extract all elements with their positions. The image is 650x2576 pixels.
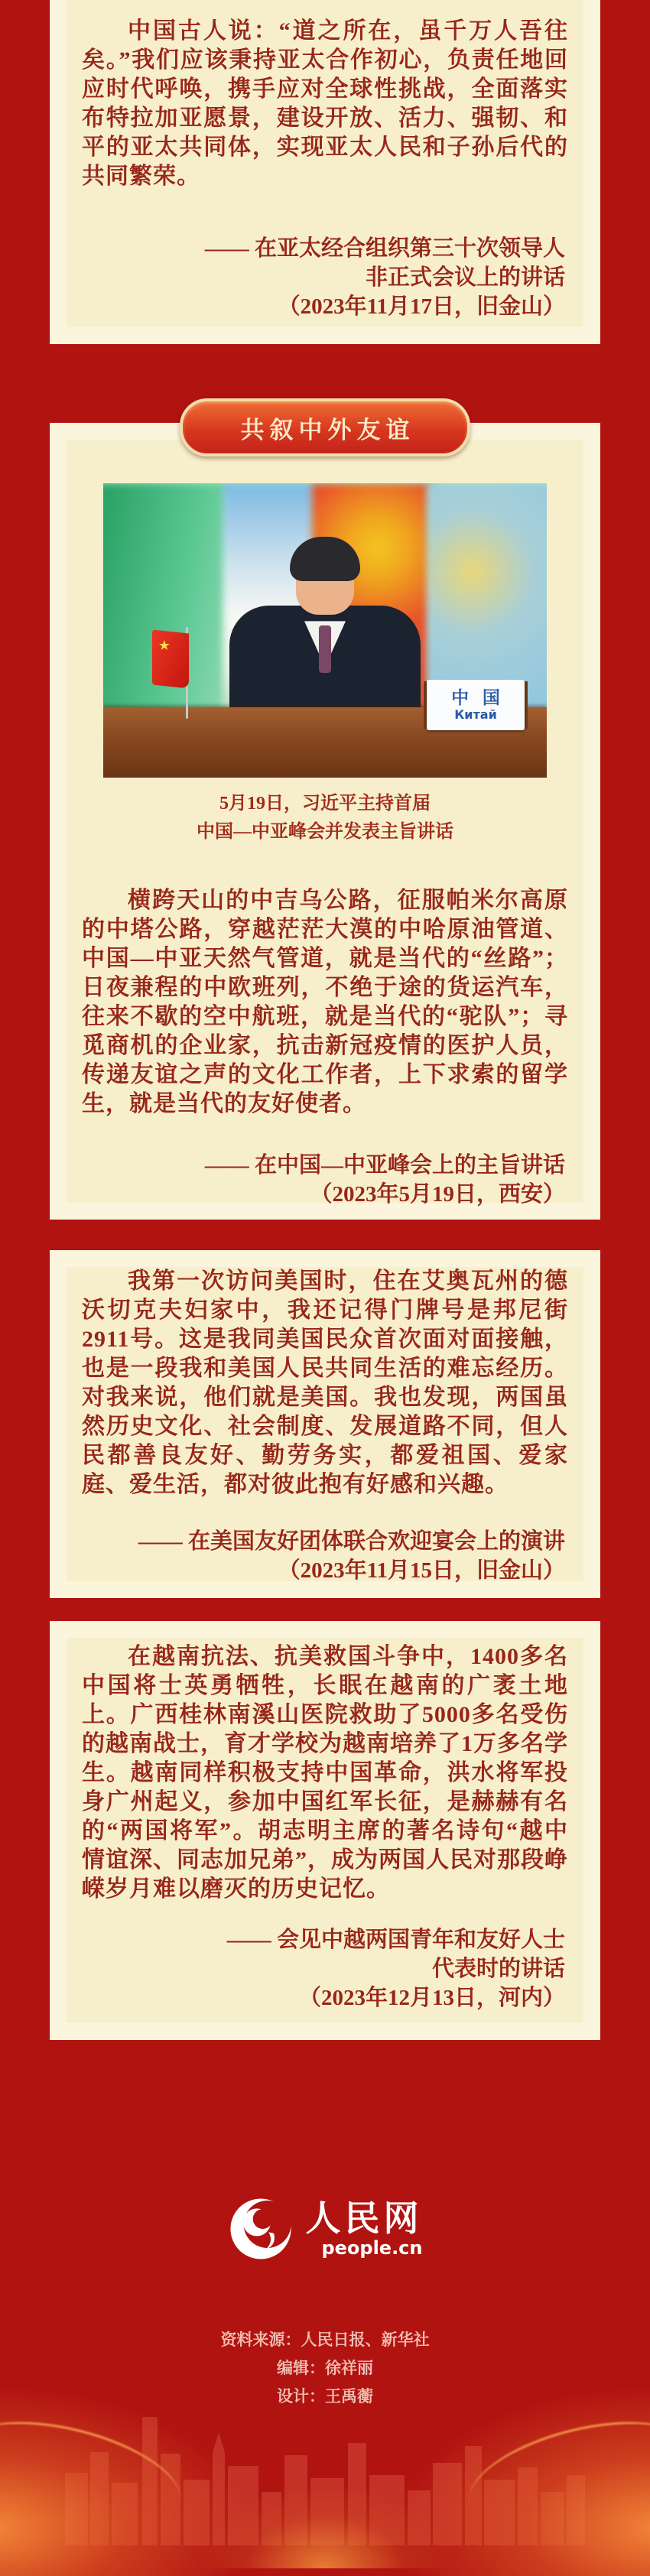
building-silhouette (284, 2455, 307, 2545)
quote-card-usa (50, 1250, 600, 1598)
corner-bracket (50, 2014, 165, 2040)
attribution-line: —— 在中国—中亚峰会上的主旨讲话 (204, 1153, 565, 1178)
section-title: 共叙中外友谊 (240, 416, 415, 443)
building-silhouette (213, 2432, 225, 2545)
logo-wordmark (306, 2200, 423, 2258)
skyline-decoration (0, 2392, 650, 2545)
building-silhouette (228, 2466, 258, 2545)
china-flag (152, 627, 221, 719)
building-silhouette (184, 2480, 210, 2545)
attribution-line: 代表时的讲话 (431, 1957, 565, 1981)
credit-source: 资料来源：人民日报、新华社 (220, 2331, 430, 2349)
quote-card-central-asia (50, 423, 600, 1220)
quote-attribution (82, 1151, 565, 1209)
building-silhouette (348, 2443, 366, 2545)
hair (290, 537, 360, 581)
peoples-daily-logo (0, 2196, 650, 2262)
corner-bracket (485, 2014, 600, 2040)
quote-paragraph: 横跨天山的中吉乌公路，征服帕米尔高原的中塔公路，穿越茫茫大漠的中哈原油管道、中国—中亚天然气管道，就是当代的“丝路”；日夜兼程的中欧班列，不绝于途的货运汽车，往来不歇的空中航班，就是当代的“驼队”；寻觅商机的企业家，抗击新冠疫情的医护人员，传递友谊之声的文化工作者，上下求索的留学生，就是当代的友好使者。 (82, 888, 568, 1116)
people-cn-moon-icon (228, 2196, 294, 2262)
attribution-line: 非正式会议上的讲话 (365, 265, 565, 290)
caption-line: 中国—中亚峰会并发表主旨讲话 (197, 822, 453, 842)
photo-caption (50, 790, 600, 846)
attribution-line: （2023年11月15日，旧金山） (278, 1558, 565, 1583)
country-placard (427, 680, 525, 730)
attribution-line: —— 在亚太经合组织第三十次领导人 (204, 236, 565, 261)
building-silhouette (433, 2463, 462, 2545)
corner-bracket (50, 423, 165, 449)
quote-paragraph: 中国古人说：“道之所在，虽千万人吾往矣。”我们应该秉持亚太合作初心，负责任地回应时代呼唤，携手应对全球性挑战，全面落实布特拉加亚愿景，建设开放、活力、强韧、和平的亚太共同体，实现亚太人民和子孙后代的共同繁荣。 (82, 18, 568, 189)
speaker-figure (222, 537, 428, 713)
tie (319, 625, 331, 673)
quote-card-apec (50, 0, 600, 344)
credit-designer: 设计：王禹蘅 (277, 2387, 373, 2405)
quote-paragraph: 我第一次访问美国时，住在艾奥瓦州的德沃切克夫妇家中，我还记得门牌号是邦尼街2911号。这是我同美国民众首次面对面接触，也是一段我和美国人民共同生活的难忘经历。对我来说，他们就是美国。我也发现，两国虽然历史文化、社会制度、发展道路不同，但人民都善良友好、勤劳务实，都爱祖国、爱家庭、爱生活，都对彼此抱有好感和兴趣。 (82, 1269, 568, 1497)
building-silhouette (369, 2475, 405, 2545)
summit-photo (103, 483, 547, 778)
corner-bracket (485, 318, 600, 344)
quote-paragraph: 在越南抗法、抗美救国斗争中，1400多名中国将士英勇牺牲，长眠在越南的广袤土地上。广西桂林南溪山医院救助了5000多名受伤的越南战士，育才学校为越南培养了1万多名学生。越南同样积极支持中国革命，洪水将军投身广州起义，参加中国红军长征，是赫赫有名的“两国将军”。胡志明主席的著名诗句“越中情谊深、同志加兄弟”，成为两国人民对那段峥嵘岁月难以磨灭的历史记忆。 (82, 1644, 568, 1902)
credit-editor: 编辑：徐祥丽 (277, 2359, 373, 2377)
building-silhouette (408, 2490, 431, 2545)
attribution-line: （2023年11月17日，旧金山） (278, 294, 565, 319)
corner-bracket (485, 423, 600, 449)
caption-line: 5月19日，习近平主持首届 (219, 794, 431, 814)
quote-attribution (82, 234, 565, 321)
quote-card-vietnam (50, 1621, 600, 2040)
attribution-line: —— 会见中越两国青年和友好人士 (226, 1928, 565, 1952)
quote-attribution (82, 1527, 565, 1585)
logo-latin-name: people.cn (321, 2237, 423, 2259)
corner-bracket (50, 318, 165, 344)
placard-chinese: 中 国 (451, 688, 505, 708)
logo-chinese-name: 人民网 (305, 2199, 423, 2238)
section-ribbon-badge (180, 398, 470, 456)
building-silhouette (262, 2492, 281, 2545)
placard-russian: Китай (454, 707, 497, 723)
building-silhouette (310, 2478, 344, 2545)
attribution-line: —— 在美国友好团体联合欢迎宴会上的演讲 (138, 1529, 565, 1554)
quote-attribution (82, 1925, 565, 2012)
flag-star-icon: ★ (158, 638, 171, 654)
attribution-line: （2023年12月13日，河内） (298, 1986, 565, 2010)
attribution-line: （2023年5月19日，西安） (310, 1182, 565, 1207)
